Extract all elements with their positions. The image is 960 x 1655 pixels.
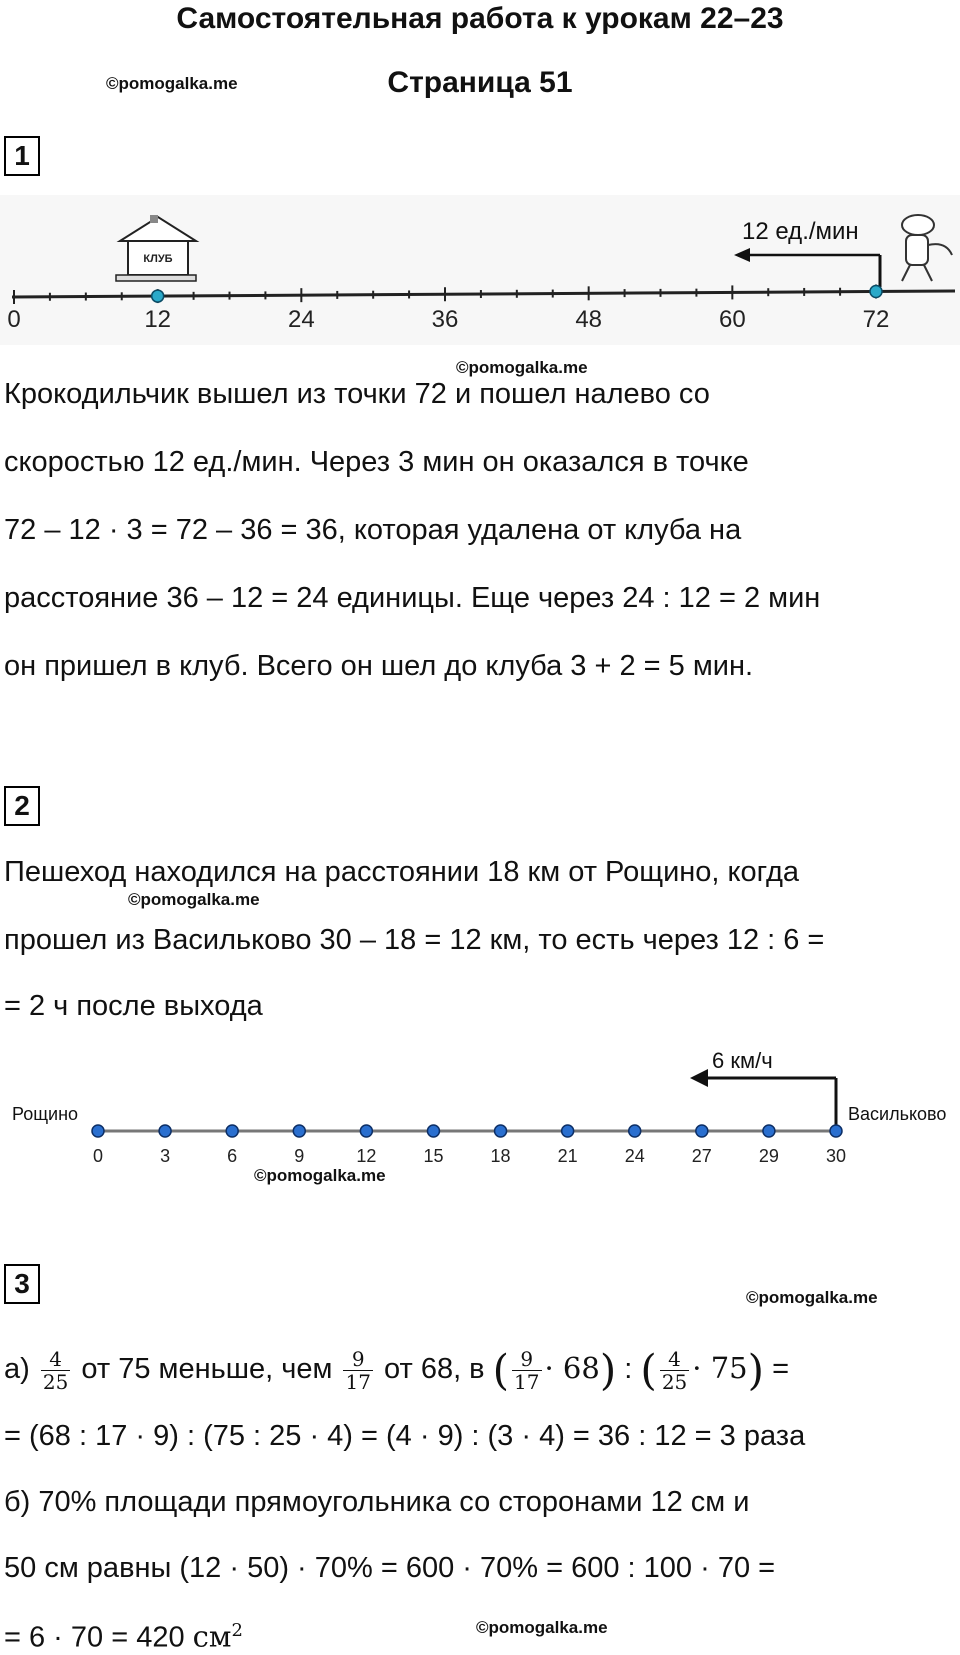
point-0 xyxy=(92,1125,104,1137)
task3-a-line-2: = (68 : 17 · 9) : (75 : 25 · 4) = (4 · 9) : (3 · 4) = 36 : 12 = 3 раза xyxy=(4,1420,806,1452)
point-12 xyxy=(360,1125,372,1137)
watermark: ©pomogalka.me xyxy=(254,1166,386,1185)
point-3 xyxy=(159,1125,171,1137)
tick-label: 12 xyxy=(144,306,172,333)
point-15 xyxy=(427,1125,439,1137)
tick-label: 15 xyxy=(423,1146,444,1166)
fraction-9-17-b: $\frac{9}{17}$ xyxy=(514,1346,540,1394)
number-line-diagram-1 xyxy=(0,195,960,345)
speed-label-1: 12 ед./мин xyxy=(742,218,859,245)
task-number-2: 2 xyxy=(4,786,40,826)
tick-label: 3 xyxy=(160,1146,171,1166)
task1-line-1: Крокодильчик вышел из точки 72 и пошел налево со xyxy=(4,378,710,410)
page-title: Самостоятельная работа к урокам 22–23 xyxy=(176,2,784,35)
point-21 xyxy=(562,1125,574,1137)
tick-label: 0 xyxy=(7,306,21,333)
tick-label: 24 xyxy=(287,306,315,333)
tick-label: 36 xyxy=(431,306,459,333)
tick-label: 60 xyxy=(718,306,746,333)
tick-label: 0 xyxy=(92,1146,104,1166)
task3-b-line-1: б) 70% площади прямоугольника со сторонами 12 см и xyxy=(4,1486,750,1518)
task-number-3: 3 xyxy=(4,1264,40,1304)
tick-label: 72 xyxy=(862,306,890,333)
task3-a-line-1: а) $\frac{4}{25}$ от 75 меньше, чем $\frac{9}{17}$ от 68, в ( $\frac{9}{17}$ · 68) : ( $\frac{4}{25}$ · 75) = xyxy=(4,1345,789,1395)
tick-label: 24 xyxy=(624,1146,645,1166)
task1-line-3: 72 – 12 · 3 = 72 – 36 = 36, которая удалена от клуба на xyxy=(4,514,742,546)
point-30 xyxy=(830,1125,842,1137)
task1-line-2: скоростью 12 ед./мин. Через 3 мин он оказался в точке xyxy=(4,446,749,478)
fraction-4-25: $\frac{4}{25}$ xyxy=(42,1346,69,1394)
tick-label: 18 xyxy=(490,1146,511,1166)
marked-point xyxy=(152,290,164,302)
point-29 xyxy=(763,1125,775,1137)
tick-label: 29 xyxy=(758,1146,779,1166)
number-line-diagram-2 xyxy=(0,1040,960,1170)
point-18 xyxy=(495,1125,507,1137)
task3-b-line-3: = 6 · 70 = 420 $см^2$ xyxy=(4,1619,243,1654)
point-9 xyxy=(293,1125,305,1137)
speed-label-2: 6 км/ч xyxy=(712,1048,773,1073)
task1-line-4: расстояние 36 – 12 = 24 единицы. Еще через 24 : 12 = 2 мин xyxy=(4,582,821,614)
right-label-vasilkovo: Васильково xyxy=(848,1104,947,1124)
tick-label: 9 xyxy=(294,1146,305,1166)
point-24 xyxy=(629,1125,641,1137)
tick-label: 6 xyxy=(227,1146,238,1166)
task3-b-line-2: 50 см равны (12 · 50) · 70% = 600 · 70% = 600 : 100 · 70 = xyxy=(4,1552,776,1584)
fraction-9-17: $\frac{9}{17}$ xyxy=(345,1346,371,1394)
watermark: ©pomogalka.me xyxy=(476,1618,608,1637)
marked-point xyxy=(870,286,882,298)
arrow-head-icon xyxy=(690,1069,708,1087)
tick-label: 30 xyxy=(825,1146,847,1166)
watermark: ©pomogalka.me xyxy=(128,890,260,909)
watermark: ©pomogalka.me xyxy=(106,74,238,93)
watermark: ©pomogalka.me xyxy=(456,358,588,377)
club-sign: КЛУБ xyxy=(143,253,173,265)
unit-power: 2 xyxy=(231,1620,243,1641)
task2-line-2: прошел из Васильково 30 – 18 = 12 км, то есть через 12 : 6 = xyxy=(4,924,825,956)
task3-a-prefix: а) xyxy=(4,1353,30,1385)
tick-label: 48 xyxy=(575,306,603,333)
task2-line-1: Пешеход находился на расстоянии 18 км от Рощино, когда xyxy=(4,856,800,888)
tick-label: 21 xyxy=(557,1146,578,1166)
unit-cm: см xyxy=(192,1619,232,1654)
fraction-4-25-b: $\frac{4}{25}$ xyxy=(661,1346,688,1394)
tick-label: 27 xyxy=(691,1146,712,1166)
task-number-1: 1 xyxy=(4,136,40,176)
tick-label: 12 xyxy=(356,1146,377,1166)
task1-line-5: он пришел в клуб. Всего он шел до клуба 3 + 2 = 5 мин. xyxy=(4,650,754,682)
task2-line-3: = 2 ч после выхода xyxy=(4,990,263,1022)
point-27 xyxy=(696,1125,708,1137)
left-label-roshchino: Рощино xyxy=(12,1104,79,1124)
point-6 xyxy=(226,1125,238,1137)
watermark: ©pomogalka.me xyxy=(746,1288,878,1307)
page-number: Страница 51 xyxy=(387,66,573,99)
